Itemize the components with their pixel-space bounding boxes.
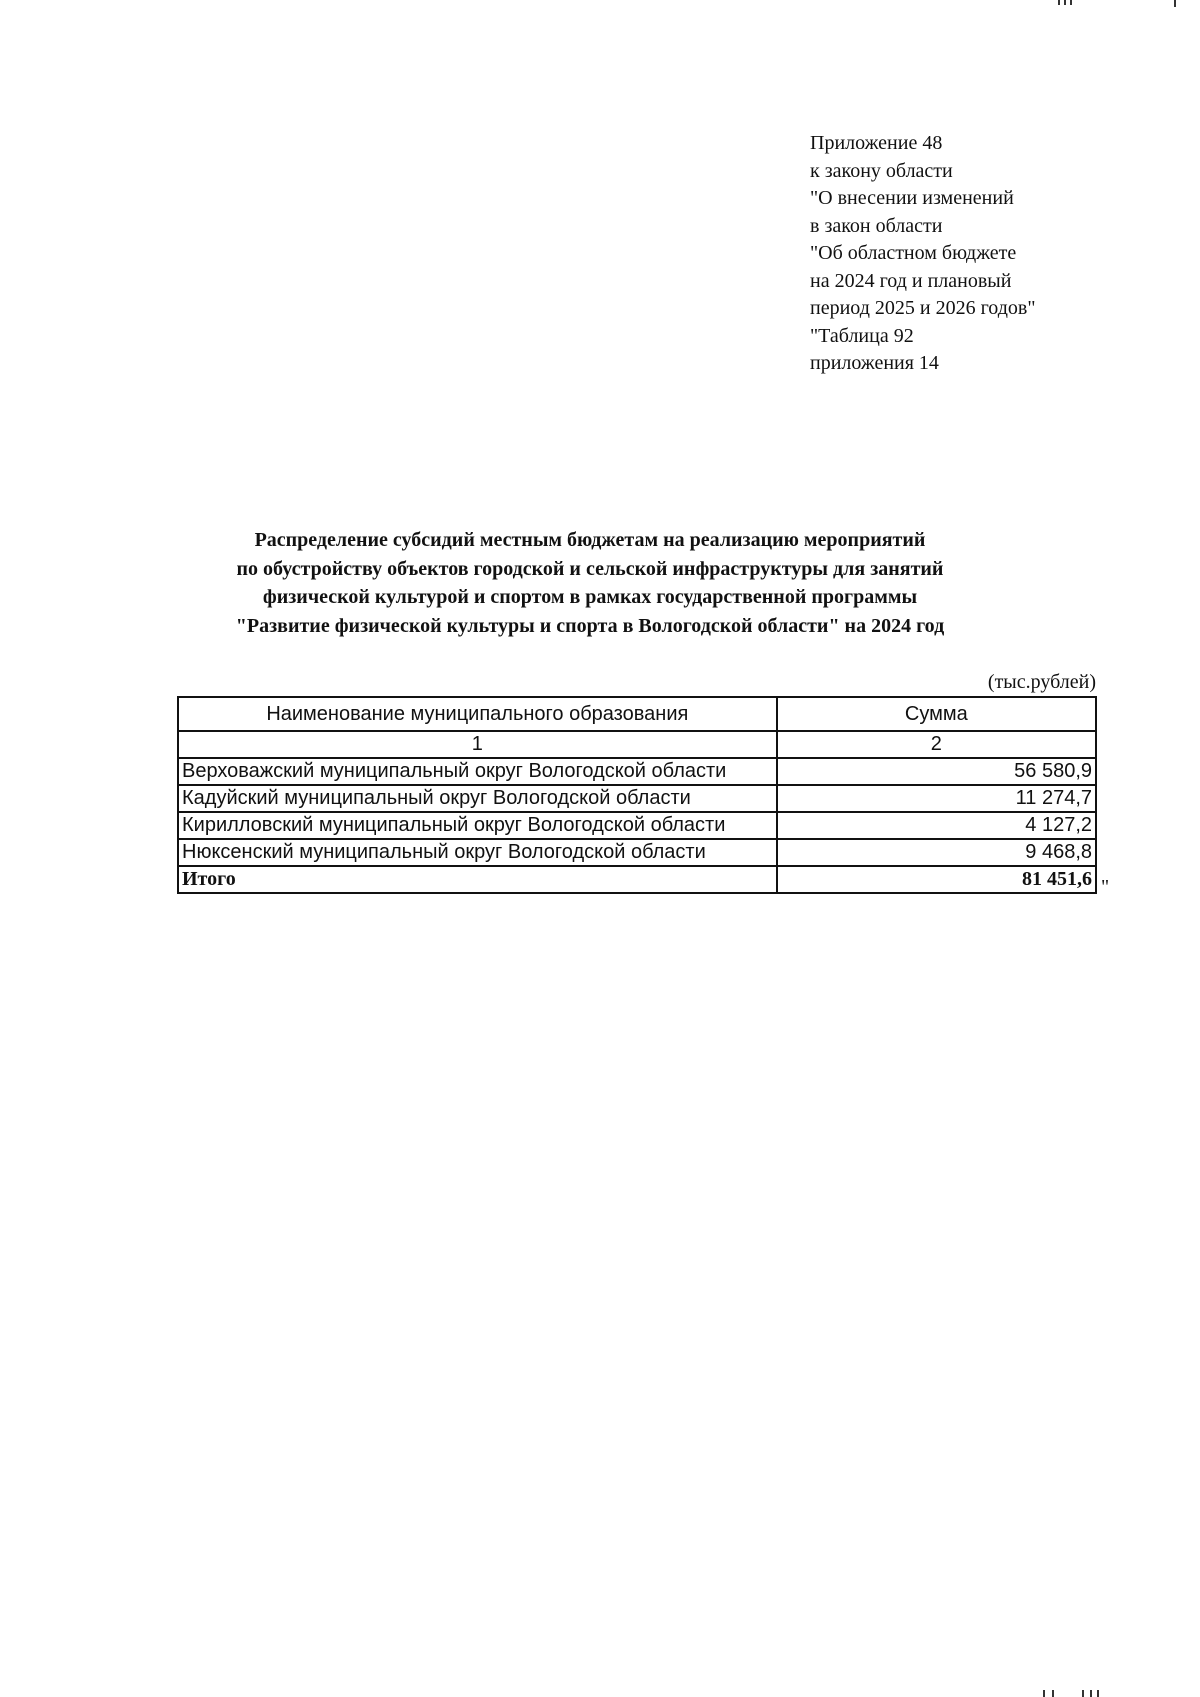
appendix-line: в закон области bbox=[810, 214, 943, 237]
appendix-line: период 2025 и 2026 годов" bbox=[810, 297, 1036, 319]
table-row bbox=[178, 839, 1096, 866]
appendix-line: "Таблица 92 bbox=[810, 324, 914, 347]
unit-label: (тыс.рублей) bbox=[987, 671, 1096, 693]
title-line: "Развитие физической культуры и спорта в Вологодской области" на 2024 год bbox=[235, 614, 945, 637]
total-label: Итого bbox=[178, 866, 777, 893]
appendix-reference bbox=[810, 130, 1036, 378]
appendix-line: на 2024 год и плановый bbox=[810, 269, 1012, 292]
appendix-line: Приложение 48 bbox=[810, 132, 943, 154]
scan-mark bbox=[1064, 0, 1066, 5]
title-line: по обустройству объектов городской и сельской инфраструктуры для занятий bbox=[236, 557, 944, 580]
municipality-name: Кадуйский муниципальный округ Вологодской области bbox=[178, 785, 777, 812]
appendix-line: к закону области bbox=[810, 159, 953, 182]
title-line: Распределение субсидий местным бюджетам на реализацию мероприятий bbox=[254, 529, 926, 551]
table-row bbox=[178, 758, 1096, 785]
subsidy-amount: 56 580,9 bbox=[777, 758, 1096, 785]
table-row bbox=[178, 812, 1096, 839]
document-title bbox=[150, 526, 1030, 640]
title-line: физической культурой и спортом в рамках государственной программы bbox=[262, 586, 918, 608]
scan-mark bbox=[1043, 1690, 1045, 1697]
scan-mark bbox=[1052, 1690, 1054, 1697]
column-number: 2 bbox=[777, 731, 1096, 758]
header-municipality: Наименование муниципального образования bbox=[178, 697, 777, 731]
scan-mark bbox=[1070, 0, 1072, 5]
appendix-line: "О внесении изменений bbox=[810, 187, 1014, 209]
column-number: 1 bbox=[178, 731, 777, 758]
appendix-line: "Об областном бюджете bbox=[810, 242, 1017, 264]
scan-mark bbox=[1058, 0, 1060, 5]
scan-mark bbox=[1090, 1690, 1092, 1697]
municipality-name: Нюксенский муниципальный округ Вологодской области bbox=[178, 839, 777, 866]
scan-mark bbox=[1082, 1690, 1084, 1697]
distribution-table bbox=[177, 696, 1097, 894]
municipality-name: Кирилловский муниципальный округ Вологодской области bbox=[178, 812, 777, 839]
subsidy-amount: 11 274,7 bbox=[777, 785, 1096, 812]
subsidy-amount: 9 468,8 bbox=[777, 839, 1096, 866]
municipality-name: Верховажский муниципальный округ Вологодской области bbox=[178, 758, 777, 785]
table-row bbox=[178, 785, 1096, 812]
table-header-row bbox=[178, 697, 1096, 731]
header-amount: Сумма bbox=[777, 697, 1096, 731]
scan-mark bbox=[1097, 1690, 1099, 1697]
appendix-line: приложения 14 bbox=[810, 352, 939, 374]
column-number-row bbox=[178, 731, 1096, 758]
total-amount: 81 451,6 bbox=[777, 866, 1096, 893]
closing-quote: " bbox=[1101, 876, 1110, 898]
scan-mark bbox=[1174, 0, 1176, 7]
subsidy-amount: 4 127,2 bbox=[777, 812, 1096, 839]
total-row bbox=[178, 866, 1096, 893]
